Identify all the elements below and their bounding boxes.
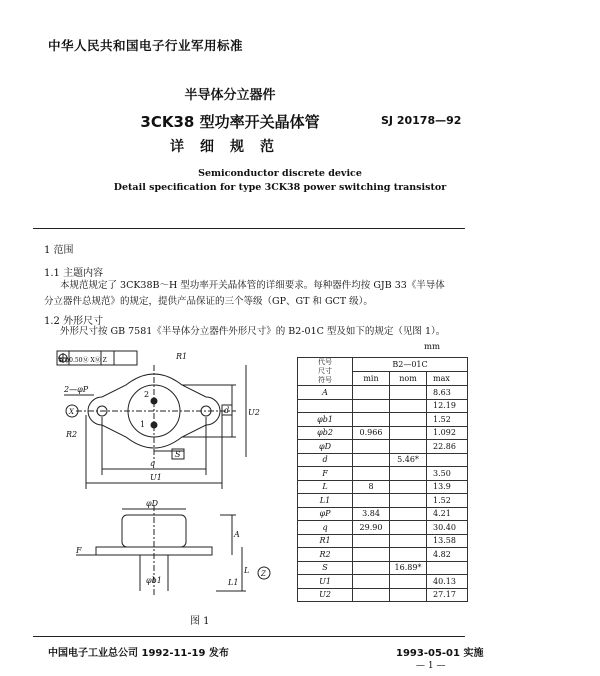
cell-min: [353, 440, 390, 454]
cell-max: 1.52: [427, 413, 468, 427]
cell-nom: [390, 413, 427, 427]
table-head-min: min: [353, 372, 390, 386]
cell-min: [353, 453, 390, 467]
cell-max: 27.17: [427, 588, 468, 602]
cell-sym: q: [298, 521, 353, 535]
cell-max: 1.52: [427, 494, 468, 508]
cell-nom: 16.89*: [390, 561, 427, 575]
table-row: [298, 413, 468, 427]
title-line-3: 详细规范: [170, 139, 290, 155]
cell-min: [353, 561, 390, 575]
cell-min: [353, 575, 390, 589]
table-row: [298, 561, 468, 575]
table-row: [298, 575, 468, 589]
unit-label: mm: [424, 342, 441, 352]
cell-min: [353, 534, 390, 548]
label-z: Z: [261, 570, 266, 578]
footer-issuer: 中国电子工业总公司 1992-11-19 发布: [48, 648, 229, 659]
cell-sym: φb1: [298, 413, 353, 427]
cell-min: 29.90: [353, 521, 390, 535]
cell-nom: [390, 588, 427, 602]
cell-nom: [390, 440, 427, 454]
table-row: [298, 467, 468, 481]
section-1-1-title: 1.1 主题内容: [44, 268, 104, 279]
cell-nom: [390, 426, 427, 440]
cell-max: 4.21: [427, 507, 468, 521]
cell-max: 8.63: [427, 386, 468, 400]
title-line-1: 半导体分立器件: [184, 88, 276, 103]
table-row: [298, 399, 468, 413]
cell-min: 8: [353, 480, 390, 494]
cell-min: [353, 494, 390, 508]
dimension-table: [297, 357, 468, 602]
table-row: [298, 521, 468, 535]
label-l1: L1: [228, 578, 239, 587]
header-rule: [33, 228, 465, 229]
cell-min: 3.84: [353, 507, 390, 521]
table-row: [298, 494, 468, 508]
title-line-2: 3CK38 型功率开关晶体管: [140, 113, 320, 131]
cell-sym: d: [298, 453, 353, 467]
cell-sym: U2: [298, 588, 353, 602]
cell-max: 13.9: [427, 480, 468, 494]
label-u2: U2: [248, 408, 260, 417]
label-s: S: [175, 450, 181, 459]
cell-sym: φb2: [298, 426, 353, 440]
cell-sym: φD: [298, 440, 353, 454]
cell-sym: L: [298, 480, 353, 494]
tolerance-frame-text: ⊕ φ0.50Ⓜ XⓂ Z: [58, 357, 107, 364]
english-title-2: Detail specification for type 3CK38 power switching transistor: [113, 182, 447, 193]
table-head-outline: B2—01C: [353, 358, 468, 372]
section-1-2-title: 1.2 外形尺寸: [44, 316, 104, 327]
table-row: [298, 548, 468, 562]
cell-nom: [390, 480, 427, 494]
footer-effective: 1993-05-01 实施: [396, 648, 484, 659]
cell-nom: [390, 494, 427, 508]
cell-max: 1.092: [427, 426, 468, 440]
cell-sym: R2: [298, 548, 353, 562]
english-title-1: Semiconductor discrete device: [198, 168, 362, 179]
cell-max: 13.58: [427, 534, 468, 548]
section-1-2-text: 外形尺寸按 GB 7581《半导体分立器件外形尺寸》的 B2-01C 型及如下的规定（见图 1）。: [60, 326, 446, 337]
table-row: [298, 386, 468, 400]
label-q: q: [150, 459, 156, 468]
cell-max: 40.13: [427, 575, 468, 589]
table-row: [298, 534, 468, 548]
label-a: A: [234, 530, 240, 539]
label-pin2: 2: [144, 390, 150, 399]
cell-min: [353, 386, 390, 400]
cell-max: 12.19: [427, 399, 468, 413]
cell-min: [353, 399, 390, 413]
cell-sym: A: [298, 386, 353, 400]
standard-code: SJ 20178—92: [381, 114, 462, 127]
table-row: [298, 453, 468, 467]
cell-max: [427, 453, 468, 467]
table-head-max: max: [427, 372, 468, 386]
cell-sym: [298, 399, 353, 413]
section-1-1-line-2: 分立器件总规范》的规定，提供产品保证的三个等级（GP、GT 和 GCT 级）。: [44, 296, 373, 307]
cell-max: 3.50: [427, 467, 468, 481]
label-d: d: [224, 406, 230, 415]
cell-nom: 5.46*: [390, 453, 427, 467]
cell-max: [427, 561, 468, 575]
cell-max: 4.82: [427, 548, 468, 562]
cell-sym: F: [298, 467, 353, 481]
label-f: F: [76, 546, 82, 555]
table-row: [298, 426, 468, 440]
label-r1: R1: [176, 352, 188, 361]
cell-sym: φP: [298, 507, 353, 521]
section-1-1-line-1: 本规范规定了 3CK38B～H 型功率开关晶体管的详细要求。每种器件均按 GJB 33《半导体: [60, 280, 445, 291]
table-row: [298, 480, 468, 494]
cell-sym: L1: [298, 494, 353, 508]
cell-sym: U1: [298, 575, 353, 589]
section-1-title: 1 范围: [44, 245, 74, 256]
figure-caption: 图 1: [190, 616, 210, 627]
label-pin1: 1: [140, 420, 146, 429]
page-number: — 1 —: [416, 661, 446, 671]
cell-nom: [390, 399, 427, 413]
cell-min: [353, 548, 390, 562]
label-l: L: [244, 566, 250, 575]
cell-min: [353, 413, 390, 427]
cell-nom: [390, 548, 427, 562]
label-phi-d: φD: [146, 499, 159, 508]
outline-drawing: [36, 345, 298, 607]
table-row: [298, 507, 468, 521]
cell-max: 22.86: [427, 440, 468, 454]
label-phi-b1: φb1: [146, 576, 162, 585]
footer-rule: [33, 636, 465, 637]
label-x: X: [69, 408, 74, 416]
cell-sym: R1: [298, 534, 353, 548]
cell-nom: [390, 467, 427, 481]
cell-max: 30.40: [427, 521, 468, 535]
cell-nom: [390, 507, 427, 521]
standard-org: 中华人民共和国电子行业军用标准: [48, 38, 244, 53]
cell-nom: [390, 534, 427, 548]
table-head-nom: nom: [390, 372, 427, 386]
label-r2: R2: [66, 430, 78, 439]
cell-nom: [390, 521, 427, 535]
label-2-phi-p: 2—φP: [64, 385, 89, 394]
cell-min: 0.966: [353, 426, 390, 440]
label-u1: U1: [150, 473, 162, 482]
cell-nom: [390, 575, 427, 589]
table-row: [298, 588, 468, 602]
cell-min: [353, 588, 390, 602]
cell-nom: [390, 386, 427, 400]
table-head-corner: 代号 尺寸 符号: [298, 358, 353, 386]
cell-sym: S: [298, 561, 353, 575]
cell-min: [353, 467, 390, 481]
table-row: [298, 440, 468, 454]
